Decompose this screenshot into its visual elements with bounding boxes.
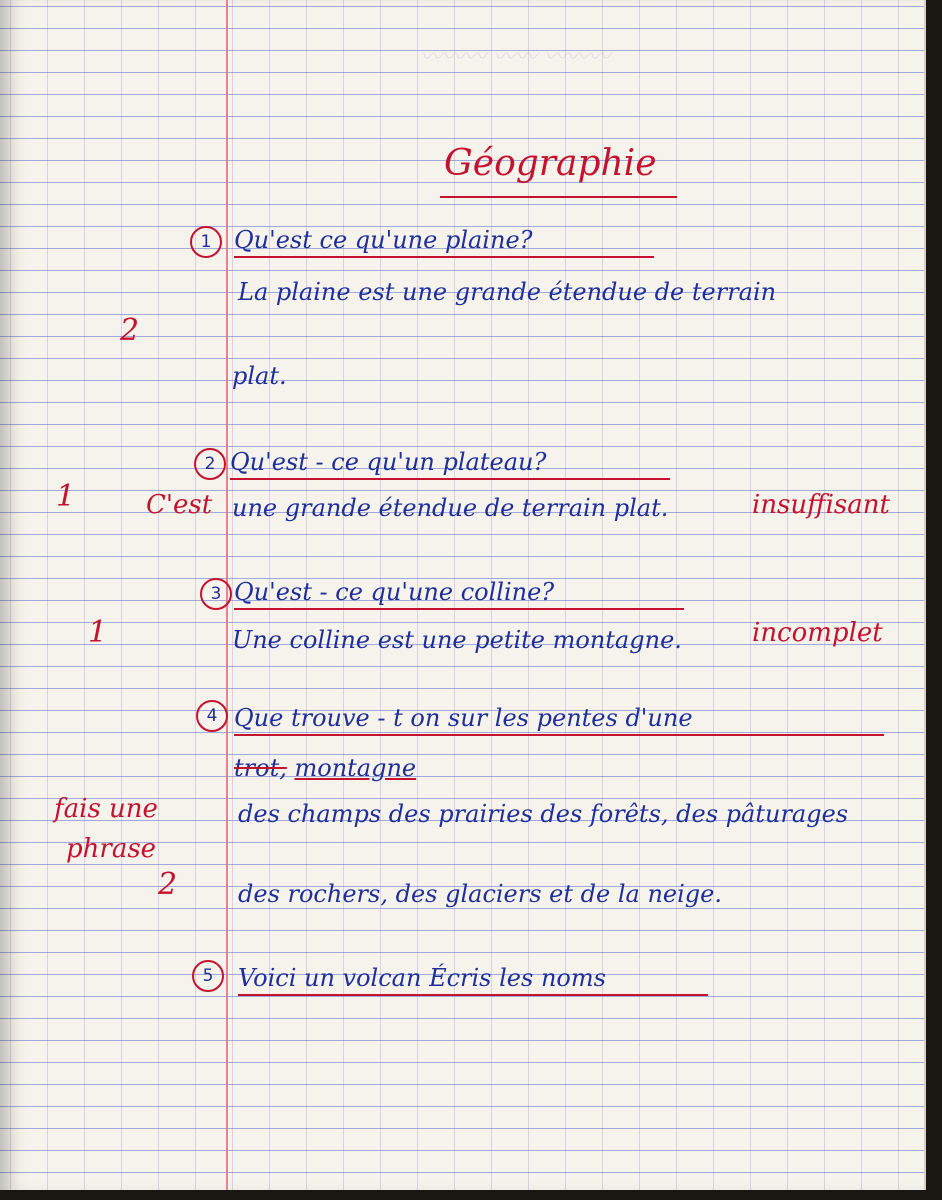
question-number-4: 4: [196, 700, 228, 732]
answer-4-line-2: des rochers, des glaciers et de la neige.: [238, 880, 722, 908]
correction-prefix-2: C'est: [146, 490, 213, 520]
margin-note-line-2: phrase: [66, 834, 157, 864]
question-number-1: 1: [190, 226, 222, 258]
question-number-2: 2: [194, 448, 226, 480]
grade-1: 2: [120, 313, 140, 348]
comment-2: insuffisant: [752, 490, 890, 520]
answer-1-line-1: La plaine est une grande étendue de terrain: [238, 278, 777, 306]
grade-2: 1: [56, 479, 76, 514]
show-through-ink: 〰〰〰 〰〰 〰〰〰: [420, 45, 610, 70]
question-5-text: Voici un volcan Écris les noms: [238, 966, 708, 996]
question-number-5: 5: [192, 960, 224, 992]
grade-4: 2: [158, 867, 178, 902]
struck-word: trot,: [234, 754, 287, 782]
comment-3: incomplet: [752, 618, 883, 648]
question-3-text: Qu'est - ce qu'une colline?: [234, 580, 684, 610]
answer-1-line-2: plat.: [232, 362, 287, 390]
question-2-text: Qu'est - ce qu'un plateau?: [230, 450, 670, 480]
page-title: Géographie: [440, 146, 677, 198]
question-1-text: Qu'est ce qu'une plaine?: [234, 228, 654, 258]
question-4-text: Que trouve - t on sur les pentes d'une: [234, 706, 884, 736]
grade-3: 1: [88, 615, 108, 650]
answer-2-line-1: une grande étendue de terrain plat.: [232, 494, 669, 522]
answer-3-line-1: Une colline est une petite montagne.: [232, 626, 682, 654]
answer-4-line-1: des champs des prairies des forêts, des pâturages: [238, 800, 849, 828]
question-number-3: 3: [200, 578, 232, 610]
question-4-text-line-2: [234, 756, 416, 780]
question-4-last-word: montagne: [294, 754, 417, 782]
margin-note-line-1: fais une: [54, 794, 158, 824]
